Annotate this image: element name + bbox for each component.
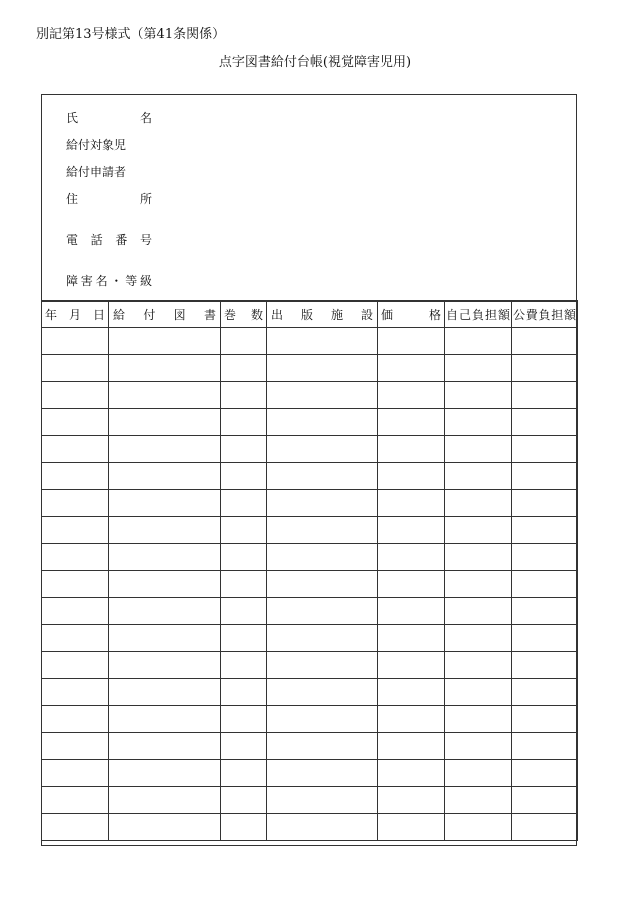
table-cell[interactable]	[512, 652, 578, 679]
table-cell[interactable]	[378, 760, 445, 787]
table-row	[42, 814, 578, 841]
table-header-row	[42, 301, 578, 328]
table-row	[42, 652, 578, 679]
table-cell[interactable]	[109, 382, 221, 409]
table-cell[interactable]	[109, 517, 221, 544]
table-cell[interactable]	[267, 328, 378, 355]
table-cell[interactable]	[378, 787, 445, 814]
table-cell[interactable]	[445, 544, 512, 571]
table-cell[interactable]	[378, 463, 445, 490]
table-cell[interactable]	[109, 814, 221, 841]
table-cell[interactable]	[512, 436, 578, 463]
table-cell[interactable]	[378, 679, 445, 706]
table-cell[interactable]	[445, 679, 512, 706]
table-cell[interactable]	[221, 733, 267, 760]
applicant-label: 給付申請者	[66, 165, 127, 179]
table-cell[interactable]	[109, 787, 221, 814]
table-cell[interactable]	[512, 517, 578, 544]
ledger-table	[41, 300, 578, 841]
table-cell[interactable]	[445, 733, 512, 760]
table-cell[interactable]	[267, 490, 378, 517]
table-cell[interactable]	[512, 787, 578, 814]
header-book: 給付図書	[109, 301, 221, 328]
table-cell[interactable]	[512, 814, 578, 841]
table-cell[interactable]	[42, 760, 109, 787]
table-cell[interactable]	[512, 760, 578, 787]
table-cell[interactable]	[42, 382, 109, 409]
table-cell[interactable]	[42, 625, 109, 652]
table-cell[interactable]	[221, 355, 267, 382]
header-publisher: 出版施設	[267, 301, 378, 328]
applicant-info-section	[42, 95, 576, 302]
table-cell[interactable]	[445, 571, 512, 598]
table-cell[interactable]	[42, 328, 109, 355]
table-cell[interactable]	[267, 814, 378, 841]
address-label: 住所	[66, 192, 152, 206]
table-cell[interactable]	[445, 652, 512, 679]
table-row	[42, 625, 578, 652]
table-cell[interactable]	[109, 706, 221, 733]
table-cell[interactable]	[267, 409, 378, 436]
table-cell[interactable]	[378, 625, 445, 652]
table-cell[interactable]	[109, 355, 221, 382]
ledger-body	[42, 328, 578, 841]
table-cell[interactable]	[42, 598, 109, 625]
table-cell[interactable]	[109, 679, 221, 706]
table-cell[interactable]	[378, 409, 445, 436]
table-cell[interactable]	[42, 544, 109, 571]
table-cell[interactable]	[512, 490, 578, 517]
table-cell[interactable]	[42, 436, 109, 463]
table-cell[interactable]	[42, 490, 109, 517]
table-cell[interactable]	[109, 598, 221, 625]
ledger-sheet	[41, 94, 577, 846]
table-cell[interactable]	[109, 733, 221, 760]
table-cell[interactable]	[378, 328, 445, 355]
name-label: 氏名	[66, 111, 152, 125]
table-cell[interactable]	[267, 733, 378, 760]
table-cell[interactable]	[267, 760, 378, 787]
table-cell[interactable]	[221, 598, 267, 625]
table-cell[interactable]	[109, 760, 221, 787]
table-cell[interactable]	[512, 328, 578, 355]
table-cell[interactable]	[378, 571, 445, 598]
table-cell[interactable]	[221, 571, 267, 598]
table-cell[interactable]	[378, 436, 445, 463]
table-row	[42, 409, 578, 436]
table-cell[interactable]	[445, 625, 512, 652]
header-volumes: 巻数	[221, 301, 267, 328]
header-date: 年月日	[42, 301, 109, 328]
table-cell[interactable]	[42, 355, 109, 382]
table-cell[interactable]	[267, 544, 378, 571]
table-cell[interactable]	[109, 463, 221, 490]
form-number-label: 別記第13号様式（第41条関係）	[36, 27, 226, 42]
table-row	[42, 706, 578, 733]
table-cell[interactable]	[42, 679, 109, 706]
table-cell[interactable]	[445, 598, 512, 625]
disability-grade-label: 障害名・等級	[66, 274, 152, 288]
table-cell[interactable]	[445, 409, 512, 436]
table-cell[interactable]	[267, 706, 378, 733]
table-row	[42, 733, 578, 760]
table-cell[interactable]	[109, 490, 221, 517]
table-cell[interactable]	[512, 571, 578, 598]
table-cell[interactable]	[267, 517, 378, 544]
table-cell[interactable]	[221, 814, 267, 841]
header-public-pay: 公費負担額	[512, 301, 578, 328]
table-cell[interactable]	[378, 382, 445, 409]
table-cell[interactable]	[512, 598, 578, 625]
table-cell[interactable]	[221, 706, 267, 733]
target-child-label: 給付対象児	[66, 138, 127, 152]
table-cell[interactable]	[445, 436, 512, 463]
table-cell[interactable]	[221, 787, 267, 814]
table-cell[interactable]	[378, 706, 445, 733]
table-cell[interactable]	[221, 544, 267, 571]
header-price: 価格	[378, 301, 445, 328]
table-cell[interactable]	[445, 787, 512, 814]
table-cell[interactable]	[445, 463, 512, 490]
table-cell[interactable]	[512, 355, 578, 382]
table-row	[42, 571, 578, 598]
table-cell[interactable]	[267, 652, 378, 679]
table-cell[interactable]	[512, 706, 578, 733]
table-row	[42, 544, 578, 571]
table-cell[interactable]	[378, 814, 445, 841]
table-cell[interactable]	[512, 463, 578, 490]
table-cell[interactable]	[267, 355, 378, 382]
table-cell[interactable]	[221, 328, 267, 355]
table-cell[interactable]	[109, 544, 221, 571]
table-cell[interactable]	[42, 733, 109, 760]
table-cell[interactable]	[109, 652, 221, 679]
table-cell[interactable]	[267, 598, 378, 625]
table-cell[interactable]	[267, 571, 378, 598]
table-row	[42, 760, 578, 787]
table-row	[42, 355, 578, 382]
table-cell[interactable]	[221, 463, 267, 490]
table-cell[interactable]	[445, 760, 512, 787]
table-cell[interactable]	[109, 436, 221, 463]
table-row	[42, 679, 578, 706]
table-cell[interactable]	[42, 409, 109, 436]
table-cell[interactable]	[512, 382, 578, 409]
table-row	[42, 382, 578, 409]
page-title: 点字図書給付台帳(視覚障害児用)	[218, 55, 412, 70]
table-cell[interactable]	[378, 490, 445, 517]
header-self-pay: 自己負担額	[445, 301, 512, 328]
table-cell[interactable]	[42, 706, 109, 733]
table-cell[interactable]	[221, 436, 267, 463]
table-cell[interactable]	[267, 679, 378, 706]
table-cell[interactable]	[221, 409, 267, 436]
table-cell[interactable]	[378, 517, 445, 544]
table-cell[interactable]	[109, 625, 221, 652]
table-cell[interactable]	[445, 382, 512, 409]
table-cell[interactable]	[378, 598, 445, 625]
table-cell[interactable]	[267, 625, 378, 652]
table-cell[interactable]	[378, 733, 445, 760]
table-cell[interactable]	[267, 436, 378, 463]
table-cell[interactable]	[512, 544, 578, 571]
table-cell[interactable]	[445, 706, 512, 733]
table-cell[interactable]	[42, 463, 109, 490]
table-row	[42, 436, 578, 463]
table-cell[interactable]	[221, 652, 267, 679]
table-cell[interactable]	[512, 679, 578, 706]
table-row	[42, 463, 578, 490]
table-cell[interactable]	[445, 517, 512, 544]
table-cell[interactable]	[42, 652, 109, 679]
table-cell[interactable]	[221, 517, 267, 544]
table-cell[interactable]	[445, 490, 512, 517]
table-cell[interactable]	[42, 571, 109, 598]
table-cell[interactable]	[109, 328, 221, 355]
table-cell[interactable]	[378, 355, 445, 382]
table-cell[interactable]	[512, 409, 578, 436]
table-row	[42, 517, 578, 544]
table-cell[interactable]	[445, 814, 512, 841]
table-cell[interactable]	[221, 679, 267, 706]
table-cell[interactable]	[378, 652, 445, 679]
table-row	[42, 598, 578, 625]
table-cell[interactable]	[221, 382, 267, 409]
table-cell[interactable]	[512, 625, 578, 652]
table-cell[interactable]	[445, 328, 512, 355]
table-cell[interactable]	[221, 625, 267, 652]
table-cell[interactable]	[445, 355, 512, 382]
table-row	[42, 328, 578, 355]
table-cell[interactable]	[42, 814, 109, 841]
table-cell[interactable]	[109, 571, 221, 598]
table-cell[interactable]	[267, 787, 378, 814]
table-cell[interactable]	[221, 490, 267, 517]
table-cell[interactable]	[512, 733, 578, 760]
table-cell[interactable]	[378, 544, 445, 571]
table-cell[interactable]	[42, 787, 109, 814]
table-cell[interactable]	[267, 463, 378, 490]
table-cell[interactable]	[42, 517, 109, 544]
table-cell[interactable]	[221, 760, 267, 787]
phone-label: 電話番号	[66, 233, 152, 247]
table-row	[42, 490, 578, 517]
table-row	[42, 787, 578, 814]
table-cell[interactable]	[109, 409, 221, 436]
table-cell[interactable]	[267, 382, 378, 409]
